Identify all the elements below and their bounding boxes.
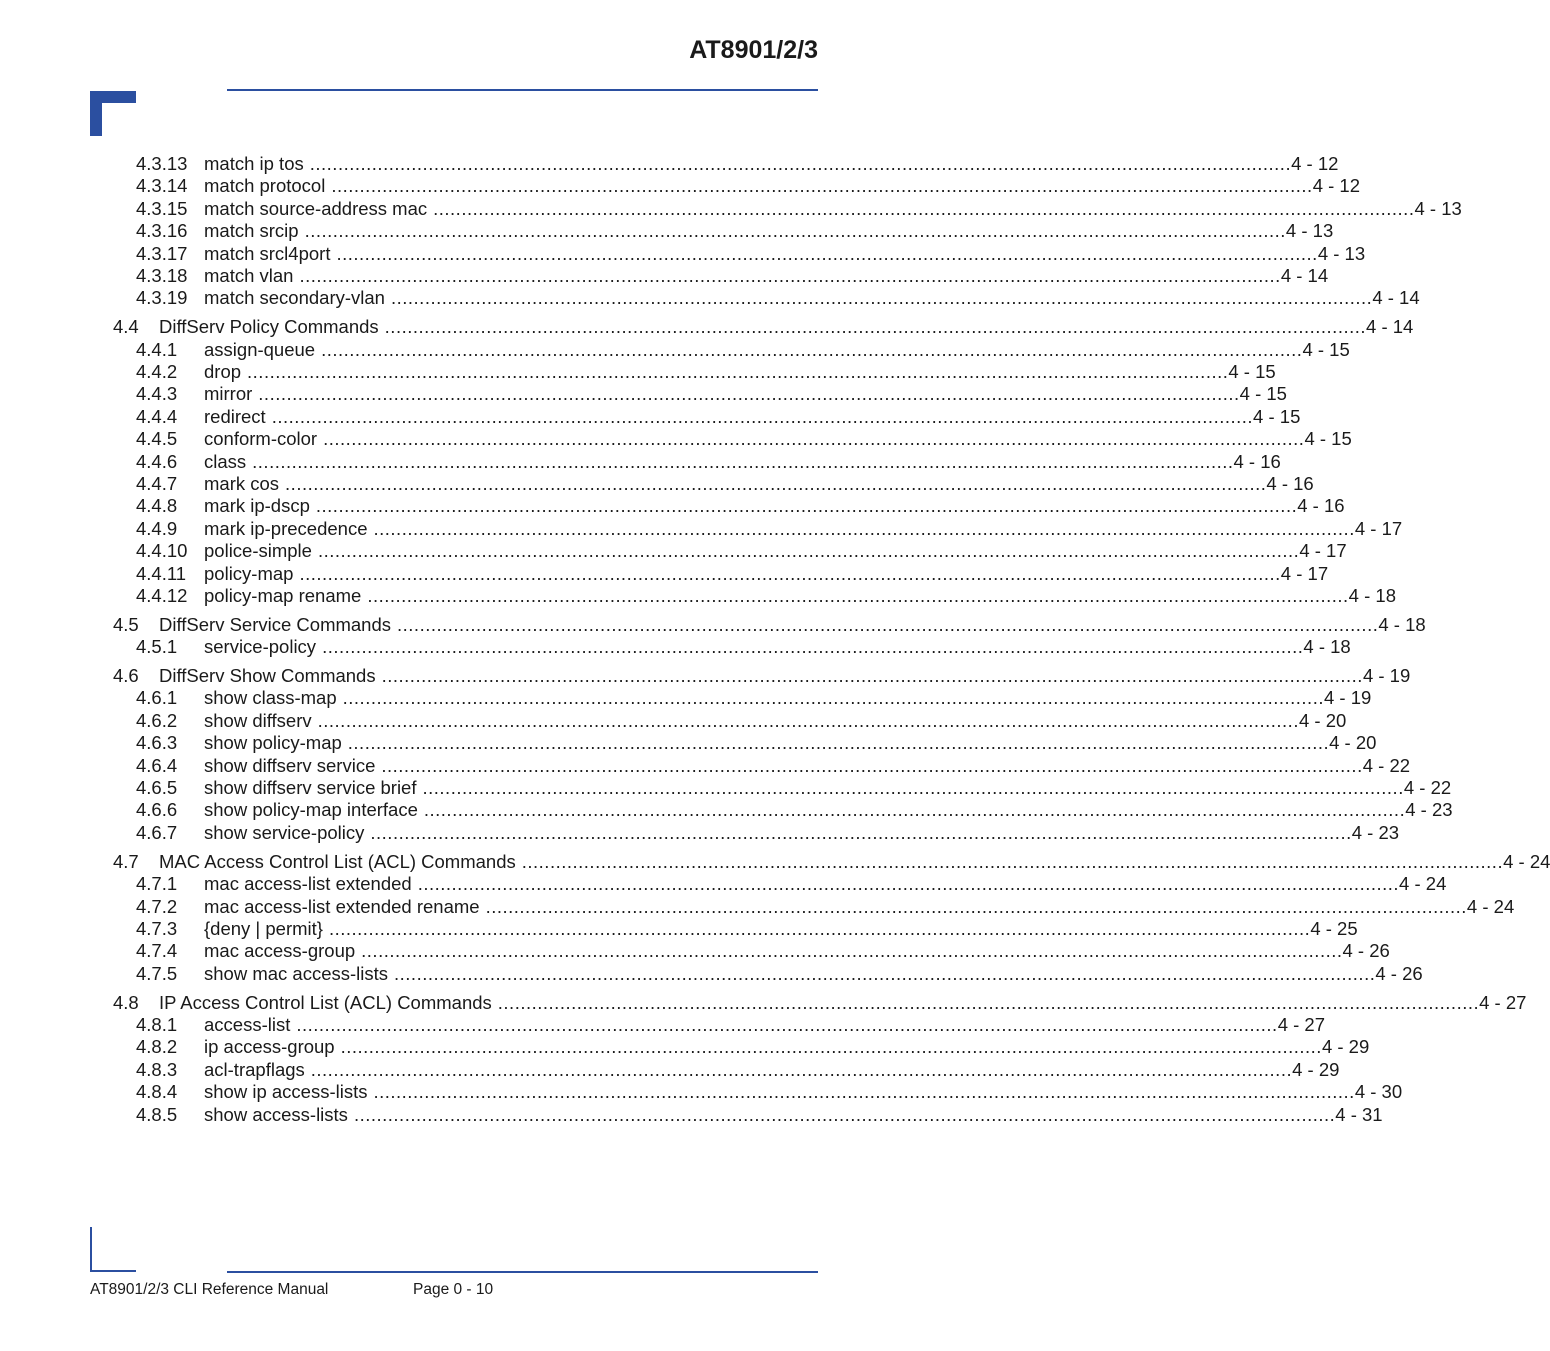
toc-entry-line (159, 850, 1550, 873)
toc-dot-leader: .............................................................................................................................................................................. (381, 665, 1363, 687)
toc-entry-line (159, 316, 1414, 338)
toc-entry-number: 4.6.6 (136, 799, 178, 821)
toc-entry-page: 4 - 24 (1466, 895, 1515, 917)
toc-entry[interactable] (0, 220, 1334, 242)
toc-dot-leader: .............................................................................................................................................................................. (331, 175, 1313, 197)
toc-entry-line (204, 405, 1301, 428)
toc-entry-number: 4.4 (113, 316, 139, 338)
toc-entry-number: 4.3.16 (136, 220, 188, 242)
header-rule (227, 89, 818, 91)
toc-entry[interactable] (0, 242, 1366, 265)
toc-dot-leader: .............................................................................................................................................................................. (285, 472, 1267, 494)
toc-entry-title: policy-map (204, 562, 294, 584)
toc-entry[interactable] (0, 917, 1358, 940)
toc-entry-page: 4 - 16 (1297, 495, 1345, 517)
toc-entry-number: 4.6.5 (136, 777, 178, 799)
toc-entry-title: show diffserv (204, 709, 312, 731)
toc-dot-leader: .............................................................................................................................................................................. (321, 338, 1303, 360)
toc-entry-title: match ip tos (204, 153, 304, 174)
toc-entry-line (204, 450, 1281, 473)
toc-entry-number: 4.6 (113, 665, 139, 687)
toc-entry-page: 4 - 14 (1280, 264, 1329, 286)
toc-entry-line (204, 1103, 1383, 1126)
toc-entry-page: 4 - 23 (1405, 799, 1453, 821)
toc-entry-number: 4.4.9 (136, 517, 178, 539)
toc-entry[interactable] (0, 197, 1462, 220)
toc-entry-page: 4 - 24 (1399, 873, 1447, 895)
toc-entry-number: 4.7.1 (136, 873, 178, 895)
toc-dot-leader: .............................................................................................................................................................................. (397, 613, 1379, 635)
toc-entry-page: 4 - 27 (1479, 991, 1527, 1013)
toc-entry-line (204, 517, 1403, 540)
toc-entry-title: assign-queue (204, 338, 316, 360)
toc-entry-page: 4 - 26 (1342, 940, 1390, 962)
toc-entry-line (204, 361, 1276, 383)
toc-dot-leader: .............................................................................................................................................................................. (317, 540, 1300, 562)
toc-entry-page: 4 - 15 (1228, 361, 1276, 383)
toc-entry-title: class (204, 450, 247, 472)
toc-dot-leader: .............................................................................................................................................................................. (310, 1058, 1293, 1080)
toc-entry[interactable] (0, 962, 1423, 985)
toc-entry[interactable] (0, 940, 1390, 962)
toc-entry[interactable] (0, 1081, 1403, 1103)
toc-entry-number: 4.6.1 (136, 687, 178, 709)
toc-entry-line (204, 383, 1287, 405)
toc-entry-title: show access-lists (204, 1103, 348, 1125)
toc-entry-number: 4.4.2 (136, 361, 178, 383)
toc-entry-number: 4.8.4 (136, 1081, 178, 1103)
toc-entry[interactable] (0, 895, 1515, 918)
toc-entry-page: 4 - 23 (1351, 821, 1400, 843)
toc-entry-title: DiffServ Show Commands (159, 665, 376, 687)
toc-entry-page: 4 - 19 (1323, 687, 1372, 709)
toc-entry-line (204, 495, 1345, 517)
toc-dot-leader: .............................................................................................................................................................................. (497, 991, 1480, 1013)
toc-entry-number: 4.3.17 (136, 242, 188, 264)
toc-dot-leader: .............................................................................................................................................................................. (390, 287, 1373, 309)
toc-entry-title: {deny | permit} (204, 917, 323, 939)
toc-entry-line (204, 287, 1420, 309)
toc-entry-line (204, 1036, 1370, 1058)
footer-page-number: Page 0 - 10 (413, 1281, 494, 1298)
toc-entry-page: 4 - 16 (1266, 472, 1314, 494)
toc-entry-title: MAC Access Control List (ACL) Commands (159, 850, 516, 872)
toc-entry-page: 4 - 26 (1375, 962, 1423, 984)
toc-entry-line (204, 821, 1400, 844)
document-title: AT8901/2/3 (689, 36, 818, 64)
toc-dot-leader: .............................................................................................................................................................................. (417, 873, 1400, 895)
toc-entry-line (204, 264, 1329, 287)
toc-entry[interactable] (0, 517, 1403, 540)
toc-dot-leader: .............................................................................................................................................................................. (252, 450, 1234, 472)
toc-entry[interactable] (0, 153, 1339, 175)
toc-entry-number: 4.4.10 (136, 540, 188, 562)
toc-dot-leader: .............................................................................................................................................................................. (342, 687, 1324, 709)
toc-entry[interactable] (0, 338, 1350, 361)
toc-entry-line (204, 799, 1453, 821)
toc-entry-number: 4.6.2 (136, 709, 178, 731)
toc-entry-page: 4 - 27 (1277, 1013, 1326, 1035)
toc-entry-number: 4.4.3 (136, 383, 178, 405)
toc-entry-line (204, 540, 1347, 562)
toc-entry[interactable] (0, 450, 1281, 473)
toc-entry-page: 4 - 24 (1503, 850, 1550, 872)
toc-entry-title: ip access-group (204, 1036, 335, 1058)
toc-entry-title: match srcl4port (204, 242, 331, 264)
toc-entry-title: show ip access-lists (204, 1081, 368, 1103)
toc-entry-title: show policy-map (204, 732, 342, 754)
toc-entry-number: 4.8.1 (136, 1013, 178, 1035)
toc-entry-title: drop (204, 361, 242, 383)
toc-dot-leader: .............................................................................................................................................................................. (271, 405, 1254, 427)
toc-entry[interactable] (0, 540, 1347, 562)
toc-entry-line (204, 153, 1339, 175)
toc-entry-title: match vlan (204, 264, 294, 286)
toc-dot-leader: .............................................................................................................................................................................. (296, 1013, 1278, 1035)
toc-entry-page: 4 - 15 (1302, 338, 1350, 360)
toc-entry[interactable] (0, 709, 1347, 732)
toc-dot-leader: .............................................................................................................................................................................. (373, 1081, 1355, 1103)
toc-entry-title: DiffServ Service Commands (159, 613, 392, 635)
toc-entry[interactable] (0, 873, 1447, 895)
toc-entry-page: 4 - 17 (1280, 562, 1329, 584)
toc-dot-leader: .............................................................................................................................................................................. (322, 636, 1304, 658)
toc-dot-leader: .............................................................................................................................................................................. (485, 895, 1467, 917)
toc-dot-leader: .............................................................................................................................................................................. (423, 799, 1406, 821)
toc-entry-title: show service-policy (204, 821, 365, 843)
toc-entry-number: 4.8.5 (136, 1103, 178, 1125)
toc-entry-page: 4 - 31 (1335, 1103, 1383, 1125)
toc-entry[interactable] (0, 361, 1276, 383)
toc-dot-leader: .............................................................................................................................................................................. (384, 316, 1367, 338)
toc-entry-page: 4 - 22 (1403, 777, 1452, 799)
toc-entry[interactable] (0, 562, 1329, 585)
toc-entry-line (204, 584, 1396, 607)
toc-entry-title: show policy-map interface (204, 799, 418, 821)
toc-entry[interactable] (0, 665, 1411, 687)
toc-entry-number: 4.4.1 (136, 338, 178, 360)
toc-entry-page: 4 - 16 (1233, 450, 1281, 472)
toc-entry[interactable] (0, 405, 1301, 428)
toc-dot-leader: .............................................................................................................................................................................. (304, 220, 1286, 242)
toc-entry[interactable] (0, 383, 1287, 405)
toc-dot-leader: .............................................................................................................................................................................. (309, 153, 1292, 174)
toc-entry-page: 4 - 29 (1292, 1058, 1340, 1080)
toc-dot-leader: .............................................................................................................................................................................. (361, 940, 1343, 962)
toc-dot-leader: .............................................................................................................................................................................. (381, 754, 1363, 776)
toc-entry-line (204, 562, 1329, 585)
toc-entry-title: show mac access-lists (204, 962, 389, 984)
toc-entry-title: acl-trapflags (204, 1058, 305, 1080)
toc-entry-page: 4 - 12 (1291, 153, 1339, 174)
toc-entry-page: 4 - 20 (1298, 709, 1347, 731)
toc-entry-number: 4.7 (113, 850, 139, 872)
toc-entry[interactable] (0, 1036, 1370, 1058)
toc-entry-title: mirror (204, 383, 253, 405)
toc-entry[interactable] (0, 687, 1372, 709)
toc-entry-number: 4.4.11 (136, 562, 187, 584)
toc-dot-leader: .............................................................................................................................................................................. (353, 1103, 1336, 1125)
toc-entry-page: 4 - 17 (1299, 540, 1347, 562)
toc-entry-number: 4.6.7 (136, 821, 178, 843)
toc-entry[interactable] (0, 613, 1426, 636)
toc-entry-number: 4.7.2 (136, 895, 178, 917)
toc-entry-line (204, 220, 1334, 242)
toc-entry-line (204, 1058, 1340, 1081)
corner-mark-vertical (90, 91, 102, 136)
footer-manual-name: AT8901/2/3 CLI Reference Manual (90, 1281, 329, 1298)
toc-entry-number: 4.5.1 (136, 636, 178, 658)
toc-dot-leader: .............................................................................................................................................................................. (336, 242, 1318, 264)
toc-entry-title: conform-color (204, 428, 318, 450)
toc-entry-title: DiffServ Policy Commands (159, 316, 379, 338)
toc-entry-title: access-list (204, 1013, 291, 1035)
toc-entry-number: 4.3.14 (136, 175, 188, 197)
toc-entry-line (159, 665, 1411, 687)
toc-entry-title: mark cos (204, 472, 280, 494)
toc-entry-number: 4.7.4 (136, 940, 178, 962)
toc-dot-leader: .............................................................................................................................................................................. (299, 264, 1281, 286)
toc-dot-leader: .............................................................................................................................................................................. (258, 383, 1240, 405)
toc-entry[interactable] (0, 732, 1377, 754)
toc-entry-line (159, 991, 1527, 1014)
footer-rule (227, 1271, 818, 1273)
toc-entry[interactable] (0, 991, 1527, 1014)
toc-entry-number: 4.6.3 (136, 732, 178, 754)
toc-entry-page: 4 - 18 (1348, 584, 1396, 606)
toc-entry-number: 4.4.7 (136, 472, 178, 494)
toc-dot-leader: .............................................................................................................................................................................. (433, 197, 1415, 219)
toc-entry-number: 4.6.4 (136, 754, 178, 776)
toc-entry-line (204, 709, 1347, 732)
toc-entry[interactable] (0, 799, 1453, 821)
toc-entry-line (204, 428, 1352, 450)
toc-entry-page: 4 - 15 (1239, 383, 1287, 405)
toc-entry-title: police-simple (204, 540, 312, 562)
toc-dot-leader: .............................................................................................................................................................................. (394, 962, 1376, 984)
toc-entry[interactable] (0, 428, 1352, 450)
toc-entry-line (204, 338, 1350, 361)
toc-entry[interactable] (0, 264, 1329, 287)
toc-dot-leader: .............................................................................................................................................................................. (370, 821, 1352, 843)
toc-entry[interactable] (0, 636, 1351, 658)
toc-entry-line (204, 472, 1314, 495)
toc-entry-title: service-policy (204, 636, 317, 658)
toc-entry-page: 4 - 29 (1321, 1036, 1370, 1058)
toc-entry-title: IP Access Control List (ACL) Commands (159, 991, 492, 1013)
toc-entry-page: 4 - 17 (1354, 517, 1403, 539)
toc-dot-leader: .............................................................................................................................................................................. (521, 850, 1504, 872)
toc-entry-number: 4.3.13 (136, 153, 188, 174)
toc-entry-title: show diffserv service brief (204, 777, 417, 799)
toc-entry-line (159, 613, 1426, 636)
toc-entry-number: 4.4.12 (136, 584, 188, 606)
footer-vertical-rule (90, 1227, 92, 1272)
toc-entry-page: 4 - 19 (1362, 665, 1411, 687)
toc-entry-page: 4 - 13 (1285, 220, 1334, 242)
toc-entry[interactable] (0, 821, 1400, 844)
toc-dot-leader: .............................................................................................................................................................................. (347, 732, 1330, 754)
toc-entry-page: 4 - 30 (1354, 1081, 1403, 1103)
toc-entry-number: 4.5 (113, 613, 139, 635)
toc-entry-line (204, 636, 1351, 658)
toc-entry-page: 4 - 14 (1366, 316, 1414, 338)
toc-dot-leader: .............................................................................................................................................................................. (340, 1036, 1322, 1058)
toc-entry-number: 4.4.6 (136, 450, 178, 472)
toc-entry-title: mark ip-precedence (204, 517, 368, 539)
toc-entry-number: 4.3.19 (136, 287, 188, 309)
toc-entry-line (204, 777, 1452, 799)
toc-dot-leader: .............................................................................................................................................................................. (317, 709, 1299, 731)
toc-entry-title: redirect (204, 405, 266, 427)
toc-entry-page: 4 - 18 (1303, 636, 1351, 658)
toc-entry[interactable] (0, 287, 1420, 309)
toc-entry-number: 4.3.15 (136, 197, 188, 219)
toc-entry-line (204, 895, 1515, 918)
toc-entry-title: mark ip-dscp (204, 495, 310, 517)
toc-entry-title: match protocol (204, 175, 326, 197)
table-of-contents (0, 153, 1550, 1126)
toc-entry-page: 4 - 13 (1414, 197, 1462, 219)
toc-entry-number: 4.4.4 (136, 405, 178, 427)
toc-entry-line (204, 1013, 1326, 1036)
toc-entry-title: mac access-list extended rename (204, 895, 480, 917)
toc-entry-line (204, 873, 1447, 895)
toc-entry-number: 4.7.5 (136, 962, 178, 984)
toc-entry-page: 4 - 13 (1317, 242, 1366, 264)
toc-entry-page: 4 - 15 (1304, 428, 1352, 450)
toc-entry[interactable] (0, 1058, 1340, 1081)
toc-entry-number: 4.3.18 (136, 264, 188, 286)
toc-entry-page: 4 - 14 (1372, 287, 1420, 309)
toc-entry-title: mac access-group (204, 940, 356, 962)
toc-dot-leader: .............................................................................................................................................................................. (247, 361, 1229, 383)
footer-corner-rule (90, 1270, 136, 1272)
toc-entry-page: 4 - 15 (1253, 405, 1301, 427)
toc-dot-leader: .............................................................................................................................................................................. (373, 517, 1355, 539)
toc-entry[interactable] (0, 850, 1550, 873)
toc-entry[interactable] (0, 472, 1314, 495)
toc-entry-number: 4.8.3 (136, 1058, 178, 1080)
toc-entry-line (204, 940, 1390, 962)
toc-dot-leader: .............................................................................................................................................................................. (367, 584, 1349, 606)
toc-entry-page: 4 - 25 (1310, 917, 1358, 939)
toc-entry-number: 4.4.5 (136, 428, 178, 450)
toc-entry[interactable] (0, 754, 1411, 777)
toc-entry-line (204, 1081, 1403, 1103)
toc-entry[interactable] (0, 1103, 1383, 1126)
toc-entry-number: 4.8 (113, 991, 139, 1013)
toc-dot-leader: .............................................................................................................................................................................. (328, 917, 1311, 939)
toc-entry[interactable] (0, 584, 1396, 607)
toc-entry-title: match source-address mac (204, 197, 428, 219)
toc-entry-line (204, 732, 1377, 754)
toc-entry-title: mac access-list extended (204, 873, 412, 895)
toc-entry[interactable] (0, 777, 1452, 799)
toc-entry-number: 4.8.2 (136, 1036, 178, 1058)
toc-entry-line (204, 917, 1358, 940)
toc-entry-number: 4.4.8 (136, 495, 178, 517)
toc-entry-title: match secondary-vlan (204, 287, 385, 309)
toc-entry[interactable] (0, 1013, 1326, 1036)
toc-entry-line (204, 687, 1372, 709)
toc-entry-page: 4 - 18 (1378, 613, 1426, 635)
toc-entry[interactable] (0, 175, 1360, 197)
toc-entry-line (204, 175, 1360, 197)
toc-entry-page: 4 - 20 (1329, 732, 1377, 754)
toc-entry[interactable] (0, 495, 1345, 517)
toc-entry-line (204, 197, 1462, 220)
toc-dot-leader: .............................................................................................................................................................................. (323, 428, 1305, 450)
toc-dot-leader: .............................................................................................................................................................................. (422, 777, 1404, 799)
toc-entry-page: 4 - 22 (1362, 754, 1411, 776)
toc-entry-page: 4 - 12 (1312, 175, 1360, 197)
toc-dot-leader: .............................................................................................................................................................................. (315, 495, 1298, 517)
toc-entry-line (204, 962, 1423, 985)
toc-entry-title: policy-map rename (204, 584, 362, 606)
toc-dot-leader: .............................................................................................................................................................................. (299, 562, 1281, 584)
toc-entry-number: 4.7.3 (136, 917, 178, 939)
toc-entry-title: match srcip (204, 220, 299, 242)
toc-entry[interactable] (0, 316, 1414, 338)
toc-entry-title: show class-map (204, 687, 337, 709)
toc-entry-title: show diffserv service (204, 754, 376, 776)
toc-entry-line (204, 242, 1366, 265)
corner-mark (90, 91, 136, 136)
toc-entry-line (204, 754, 1411, 777)
